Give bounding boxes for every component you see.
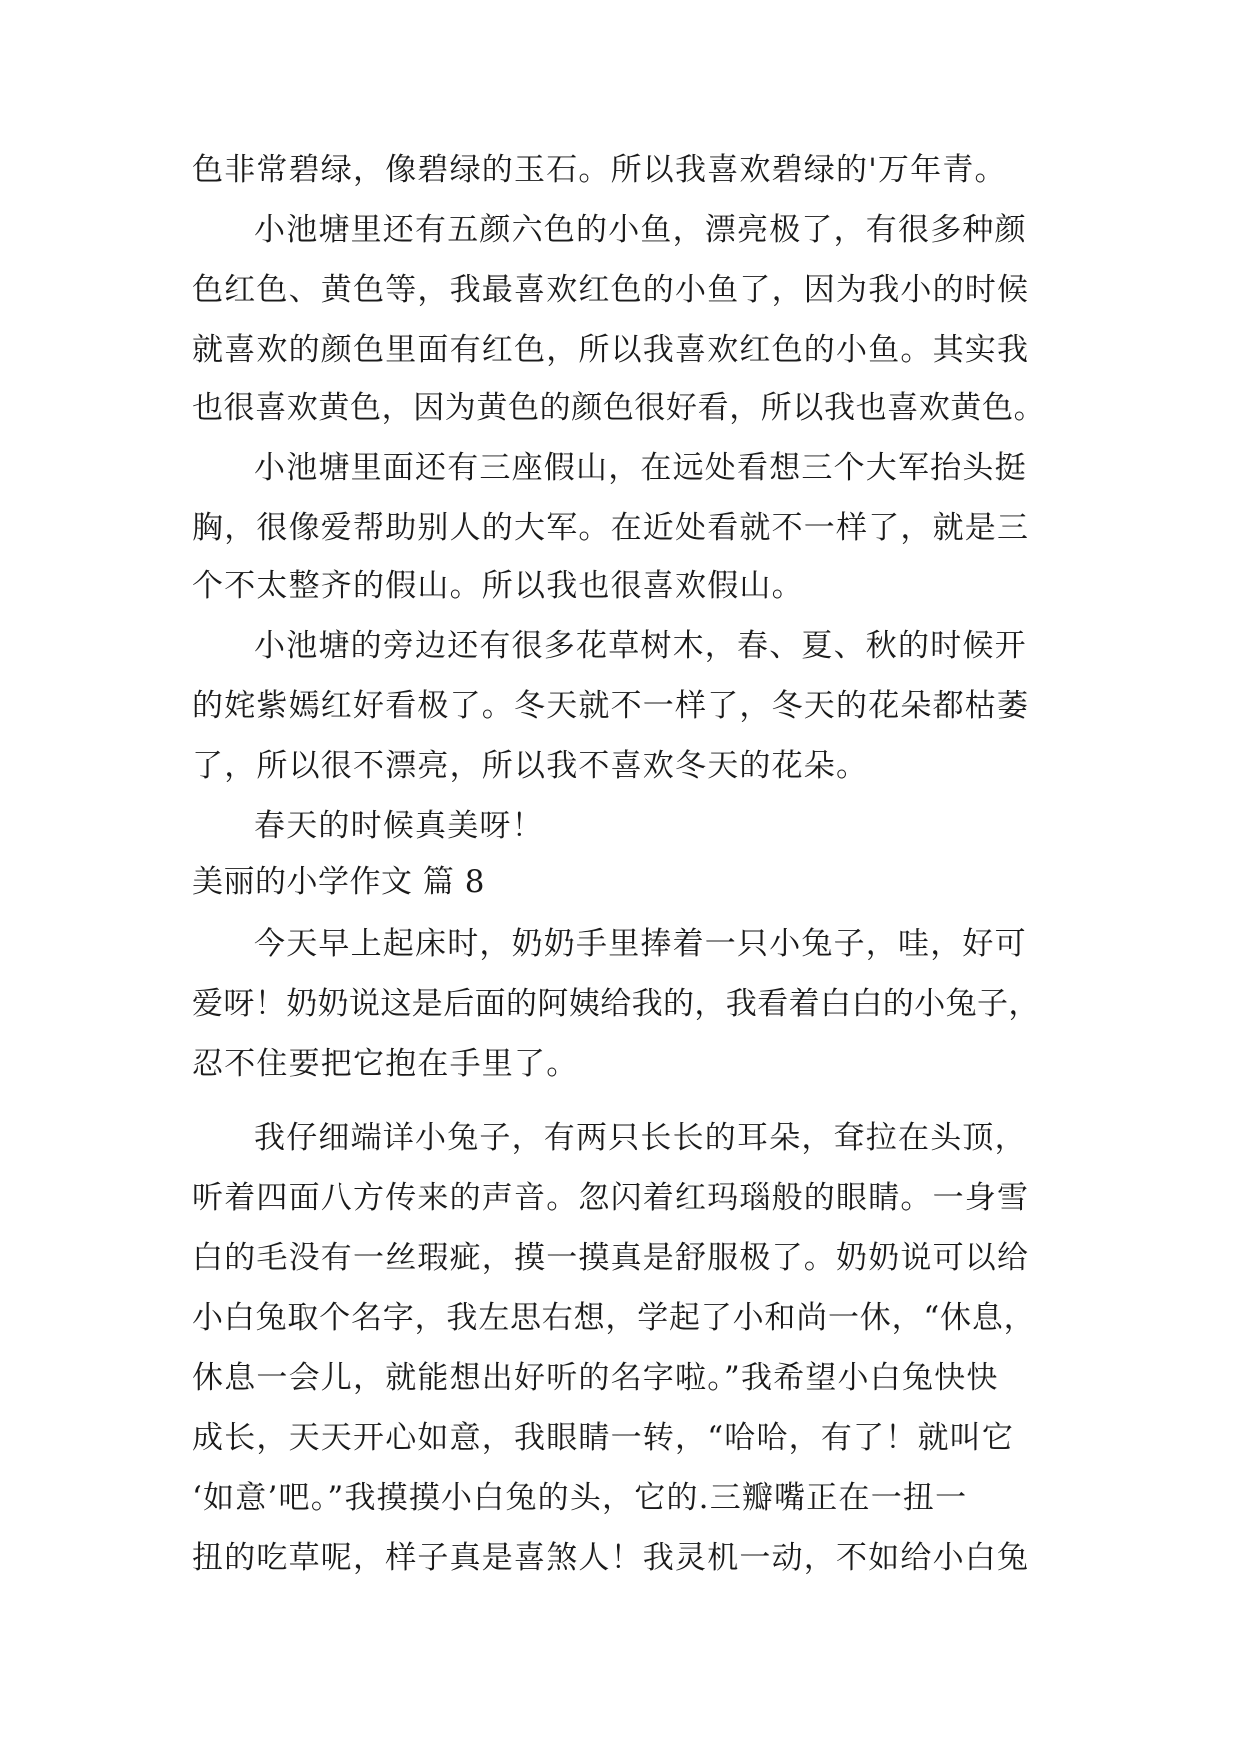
text-line: 色非常碧绿，像碧绿的玉石。所以我喜欢碧绿的'万年青。 [192,152,1007,188]
text-line: 小白兔取个名字，我左思右想，学起了小和尚一休，“休息， [192,1300,1036,1336]
paragraph-start-line: 小池塘里还有五颜六色的小鱼，漂亮极了，有很多种颜 [254,212,1027,248]
text-line: 也很喜欢黄色，因为黄色的颜色很好看，所以我也喜欢黄色。 [192,390,1046,426]
text-line: 个不太整齐的假山。所以我也很喜欢假山。 [192,568,804,604]
paragraph-start-line: 春天的时候真美呀！ [254,808,544,844]
section-heading: 美丽的小学作文 篇 8 [192,864,485,900]
paragraph-start-line: 今天早上起床时，奶奶手里捧着一只小兔子，哇，好可 [254,926,1027,962]
paragraph-start-line: 我仔细端详小兔子，有两只长长的耳朵，耷拉在头顶， [254,1120,1027,1156]
text-line: 成长，天天开心如意，我眼睛一转，“哈哈，有了！就叫它 [192,1420,1015,1456]
text-line: 休息一会儿，就能想出好听的名字啦。”我希望小白兔快快 [192,1360,999,1396]
text-line: 色红色、黄色等，我最喜欢红色的小鱼了，因为我小的时候 [192,272,1030,308]
paragraph-start-line: 小池塘里面还有三座假山，在远处看想三个大军抬头挺 [254,450,1027,486]
text-line: 胸，很像爱帮助别人的大军。在近处看就不一样了，就是三 [192,510,1030,546]
text-line: 爱呀！奶奶说这是后面的阿姨给我的，我看着白白的小兔子， [192,986,1040,1022]
text-line: 的姹紫嫣红好看极了。冬天就不一样了，冬天的花朵都枯萎 [192,688,1030,724]
text-line: 就喜欢的颜色里面有红色，所以我喜欢红色的小鱼。其实我 [192,332,1030,368]
text-line: 扭的吃草呢，样子真是喜煞人！我灵机一动，不如给小白兔 [192,1540,1030,1576]
text-line: 听着四面八方传来的声音。忽闪着红玛瑙般的眼睛。一身雪 [192,1180,1030,1216]
text-line: 了，所以很不漂亮，所以我不喜欢冬天的花朵。 [192,748,869,784]
text-line: 忍不住要把它抱在手里了。 [192,1046,579,1082]
text-line: ‘如意’吧。”我摸摸小白兔的头，它的.三瓣嘴正在一扭一 [192,1480,968,1516]
text-line: 白的毛没有一丝瑕疵，摸一摸真是舒服极了。奶奶说可以给 [192,1240,1030,1276]
paragraph-start-line: 小池塘的旁边还有很多花草树木，春、夏、秋的时候开 [254,628,1027,664]
